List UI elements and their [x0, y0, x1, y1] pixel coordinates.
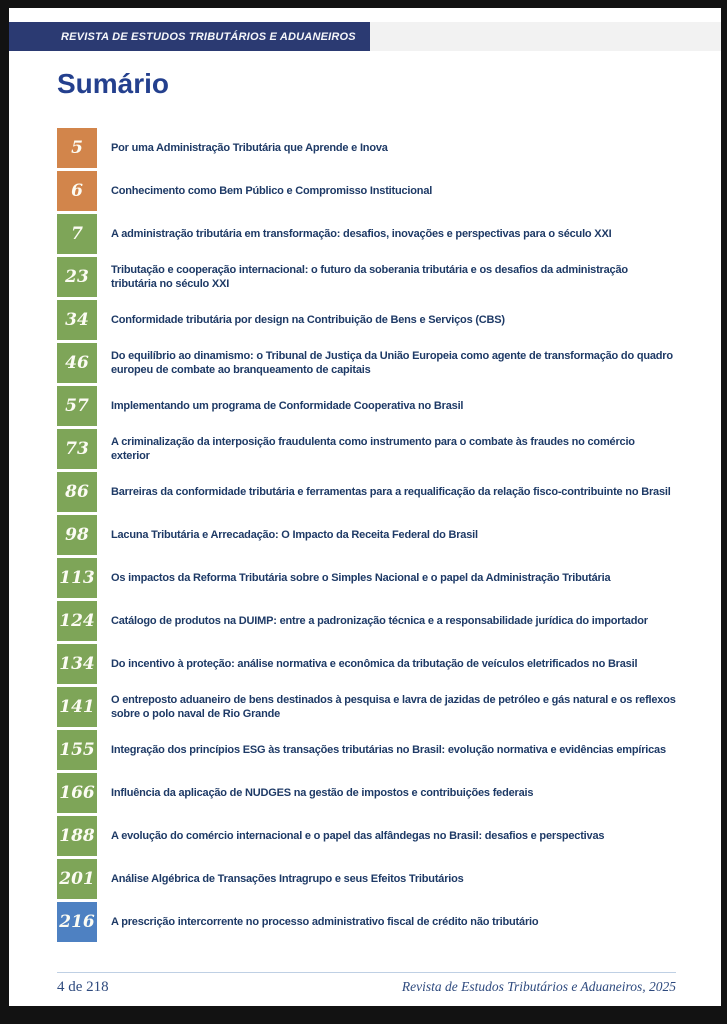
entry-title: Influência da aplicação de NUDGES na gestão de impostos e contribuições federais: [111, 787, 534, 799]
page-number-box: 113: [57, 558, 97, 598]
toc-entry[interactable]: [57, 171, 676, 211]
page-number-box: 188: [57, 816, 97, 856]
page-number-box: 34: [57, 300, 97, 340]
entry-title: O entreposto aduaneiro de bens destinados à pesquisa e lavra de jazidas de petróleo e gás natural e os reflexos sobre o polo naval de Rio Grande: [111, 694, 676, 720]
entry-title: A administração tributária em transformação: desafios, inovações e perspectivas para o século XXI: [111, 228, 612, 240]
entry-title: Catálogo de produtos na DUIMP: entre a padronização técnica e a responsabilidade jurídica do importador: [111, 615, 648, 627]
entry-title: Os impactos da Reforma Tributária sobre o Simples Nacional e o papel da Administração Tributária: [111, 572, 611, 584]
page-number-box: 23: [57, 257, 97, 297]
page-number-box: 5: [57, 128, 97, 168]
page-number-box: 155: [57, 730, 97, 770]
entry-title: Integração dos princípios ESG às transações tributárias no Brasil: evolução normativa e evidências empíricas: [111, 744, 666, 756]
entry-title: A evolução do comércio internacional e o papel das alfândegas no Brasil: desafios e perspectivas: [111, 830, 605, 842]
toc-entry[interactable]: [57, 300, 676, 340]
toc-entry[interactable]: [57, 128, 676, 168]
toc-entry[interactable]: [57, 558, 676, 598]
toc-entry[interactable]: [57, 730, 676, 770]
page-number-box: 46: [57, 343, 97, 383]
toc-entry[interactable]: [57, 429, 676, 469]
toc-list: [57, 128, 676, 942]
entry-title: A prescrição intercorrente no processo administrativo fiscal de crédito não tributário: [111, 916, 539, 928]
journal-banner: [9, 22, 370, 51]
banner-spacer: [370, 22, 721, 51]
footer: [57, 972, 676, 996]
entry-title: Conformidade tributária por design na Contribuição de Bens e Serviços (CBS): [111, 314, 505, 326]
page-number-box: 57: [57, 386, 97, 426]
toc-entry[interactable]: [57, 773, 676, 813]
entry-title: Tributação e cooperação internacional: o futuro da soberania tributária e os desafios da administração tributária no século XXI: [111, 264, 628, 290]
toc-entry[interactable]: [57, 687, 676, 727]
page-title: Sumário: [57, 68, 170, 99]
page-number-box: 124: [57, 601, 97, 641]
page-number-box: 7: [57, 214, 97, 254]
toc-entry[interactable]: [57, 386, 676, 426]
entry-title: A criminalização da interposição fraudulenta como instrumento para o combate às fraudes no comércio exterior: [111, 436, 635, 462]
toc-entry[interactable]: [57, 257, 676, 297]
entry-title: Implementando um programa de Conformidade Cooperativa no Brasil: [111, 400, 464, 412]
entry-title: Barreiras da conformidade tributária e ferramentas para a requalificação da relação fisco-contribuinte no Brasil: [111, 486, 671, 498]
page-frame: [9, 8, 721, 1006]
footer-journal-citation: Revista de Estudos Tributários e Aduaneiros, 2025: [401, 979, 676, 994]
toc-entry[interactable]: [57, 902, 676, 942]
header-banner-row: [9, 22, 721, 51]
journal-banner-label: REVISTA DE ESTUDOS TRIBUTÁRIOS E ADUANEIROS: [61, 30, 356, 43]
page-number-box: 216: [57, 902, 97, 942]
entry-title: Lacuna Tributária e Arrecadação: O Impacto da Receita Federal do Brasil: [111, 529, 478, 541]
entry-title: Conhecimento como Bem Público e Compromisso Institucional: [111, 185, 433, 197]
page-number-box: 86: [57, 472, 97, 512]
entry-title: Do equilíbrio ao dinamismo: o Tribunal de Justiça da União Europeia como agente de transformação do quadro europeu de combate ao branqueamento de capitais: [111, 350, 673, 376]
toc-entry[interactable]: [57, 601, 676, 641]
toc-entry[interactable]: [57, 214, 676, 254]
page-number-box: 201: [57, 859, 97, 899]
entry-title: Do incentivo à proteção: análise normativa e econômica da tributação de veículos eletrificados no Brasil: [111, 658, 638, 670]
page-number-box: 73: [57, 429, 97, 469]
page-number-box: 98: [57, 515, 97, 555]
toc-entry[interactable]: [57, 472, 676, 512]
entry-title: Por uma Administração Tributária que Aprende e Inova: [111, 142, 388, 154]
page-number-box: 141: [57, 687, 97, 727]
toc-entry[interactable]: [57, 859, 676, 899]
toc-entry[interactable]: [57, 515, 676, 555]
page-number-box: 166: [57, 773, 97, 813]
toc-entry[interactable]: [57, 816, 676, 856]
toc-entry[interactable]: [57, 343, 676, 383]
toc-entry[interactable]: [57, 644, 676, 684]
entry-title: Análise Algébrica de Transações Intragrupo e seus Efeitos Tributários: [111, 873, 464, 885]
page-number-box: 134: [57, 644, 97, 684]
page-number-box: 6: [57, 171, 97, 211]
footer-page-indicator: 4 de 218: [57, 979, 109, 995]
